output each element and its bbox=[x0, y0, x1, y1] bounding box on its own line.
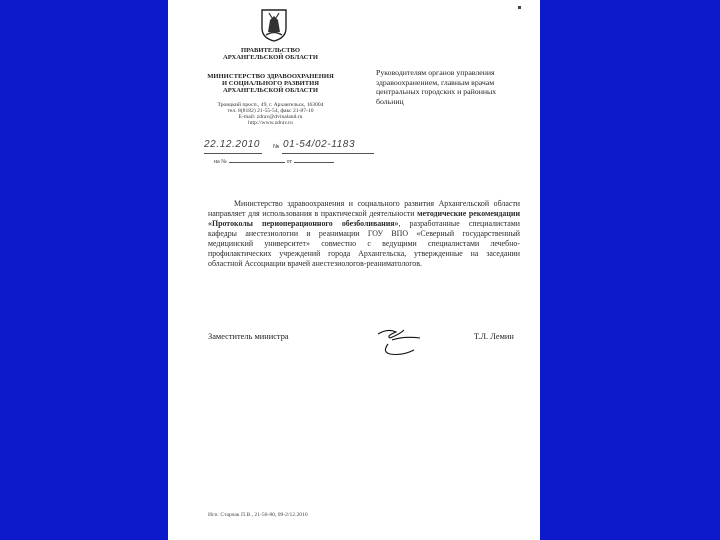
ministry-name bbox=[198, 74, 343, 95]
signatory-name: Т.Л. Лемин bbox=[474, 332, 514, 341]
body-text-part: , разработанные специалистами кафедры анестезиологии и реанимации ГОУ ВПО «Северный государственный медицинский университет» совместно с ведущими специалистами лечебно-профилактических учреждений города Архангельска, утвержденные на заседании областной Ассоциации врачей анестезиологов-реаниматологов. bbox=[208, 218, 520, 268]
addressee-line: больниц bbox=[376, 96, 404, 106]
coat-of-arms-icon bbox=[260, 8, 288, 42]
ministry-line: И СОЦИАЛЬНОГО РАЗВИТИЯ bbox=[221, 79, 320, 87]
letter-body bbox=[208, 199, 520, 269]
address-line: Троицкий просп., 49, г. Архангельск, 163004 bbox=[217, 102, 324, 108]
addressee-line: центральных городских и районных bbox=[376, 87, 497, 96]
ministry-address bbox=[198, 103, 343, 126]
number-label: № bbox=[273, 144, 281, 150]
reference-prefix: на № bbox=[214, 159, 227, 165]
ministry-line: АРХАНГЕЛЬСКОЙ ОБЛАСТИ bbox=[223, 86, 318, 94]
letter-date: 22.12.2010 bbox=[204, 139, 261, 150]
body-text-part: Министерство здравоохранения и социального развития Архангельской области направляет для использования в практической деятельности bbox=[208, 199, 520, 218]
website-line: http://www.zdrav.ru bbox=[248, 119, 293, 126]
addressee-line: Руководителям органов управления bbox=[376, 68, 495, 77]
email-line: E-mail: zdrav@dvinaland.ru bbox=[238, 113, 303, 120]
addressee-line: здравоохранением, главным врачам bbox=[376, 77, 495, 87]
reference-blank bbox=[294, 162, 334, 163]
addressee-block bbox=[376, 68, 526, 106]
signatory-role: Заместитель министра bbox=[208, 332, 289, 341]
government-line: ПРАВИТЕЛЬСТВО bbox=[240, 47, 301, 54]
letter-number: 01-54/02-1183 bbox=[283, 139, 356, 150]
reference-middle: от bbox=[286, 159, 293, 165]
body-text-emphasis: методические рекомендации «Протоколы периоперационного обезболивания» bbox=[208, 208, 520, 228]
handwritten-signature bbox=[374, 322, 434, 358]
executor-footer: Исп. Старчак П.В., 21-50-80, 09-2/12.2010 bbox=[208, 512, 308, 518]
phone-line: тел. 8(8182) 21-55-54, факс 21-87-10 bbox=[227, 107, 314, 114]
document-page bbox=[168, 0, 540, 540]
number-underline bbox=[282, 153, 374, 154]
reference-line bbox=[214, 159, 336, 165]
date-underline bbox=[204, 153, 262, 154]
government-name bbox=[198, 48, 343, 62]
reference-blank bbox=[229, 162, 285, 163]
ministry-line: МИНИСТЕРСТВО ЗДРАВООХРАНЕНИЯ bbox=[207, 73, 334, 80]
scan-speck bbox=[518, 6, 521, 9]
government-line: АРХАНГЕЛЬСКОЙ ОБЛАСТИ bbox=[223, 53, 318, 61]
